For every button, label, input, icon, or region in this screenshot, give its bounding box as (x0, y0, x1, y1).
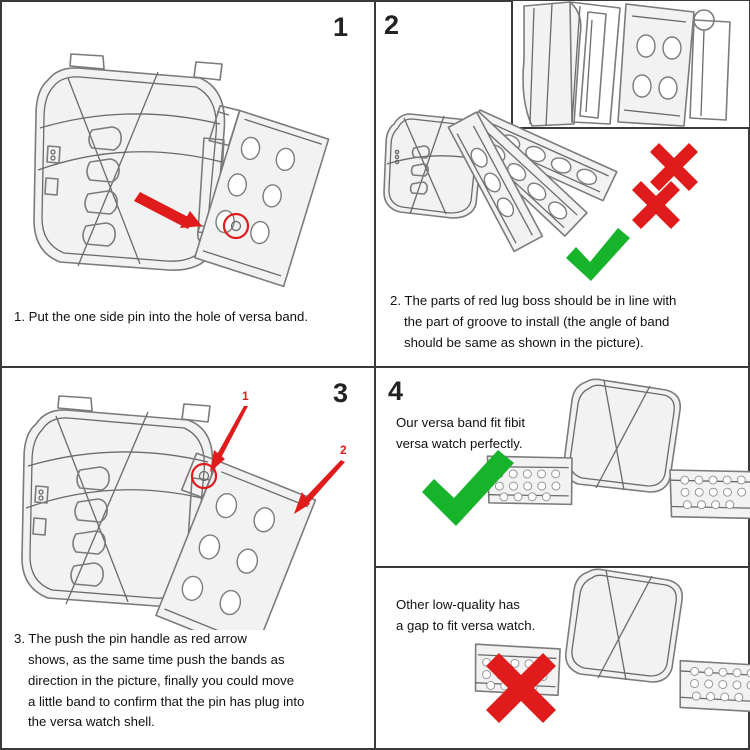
cross-x-mark-2 (632, 181, 680, 229)
step-2-illustration (374, 0, 750, 290)
step-1-illustration (8, 20, 368, 290)
step-number-2: 2 (384, 10, 400, 40)
callout-label-2: 2 (340, 443, 347, 457)
step-4b-illustration (374, 566, 750, 748)
green-check-mark (566, 228, 630, 281)
red-arrow-1 (210, 389, 249, 472)
panel-step-4 (374, 366, 750, 566)
panel-step-3 (0, 366, 374, 748)
step-number-4: 4 (388, 376, 404, 406)
step-3-illustration (6, 380, 370, 630)
note-step-4b-line-1: Other low-quality has (396, 597, 520, 612)
caption-step-2-line-3: should be same as shown in the picture). (404, 334, 644, 350)
note-step-4-line-2: versa watch perfectly. (396, 436, 523, 452)
caption-step-2-line-2: the part of groove to install (the angle of band (404, 313, 670, 329)
caption-step-3-line-4: a little band to confirm that the pin has plug into (28, 693, 305, 709)
step-number-1: 1 (333, 12, 349, 42)
caption-step-3-line-3: direction in the picture, finally you could move (28, 672, 295, 688)
step-number-3: 3 (333, 378, 349, 408)
panel-step-2 (374, 0, 750, 366)
cross-x-mark-1 (650, 143, 698, 191)
caption-step-2-line-1: 2. The parts of red lug boss should be in line with (390, 293, 677, 308)
caption-step-3-line-5: the versa watch shell. (28, 714, 155, 730)
caption-step-3-line-1: 3. The push the pin handle as red arrow (14, 631, 247, 646)
callout-label-1: 1 (242, 389, 249, 403)
panel-step-1 (0, 0, 374, 366)
inset-detail (512, 0, 750, 128)
red-arrow-2 (294, 443, 347, 514)
step-4-illustration (374, 366, 750, 566)
caption-step-3 (14, 629, 366, 733)
caption-step-3-line-2: shows, as the same time push the bands as (28, 651, 285, 667)
caption-step-2 (390, 291, 742, 354)
note-step-4b-line-2: a gap to fit versa watch. (396, 618, 536, 634)
panel-step-4b (374, 566, 750, 748)
note-step-4-line-1: Our versa band fit fibit (396, 415, 526, 430)
caption-step-1: 1. Put the one side pin into the hole of versa band. (14, 309, 308, 324)
